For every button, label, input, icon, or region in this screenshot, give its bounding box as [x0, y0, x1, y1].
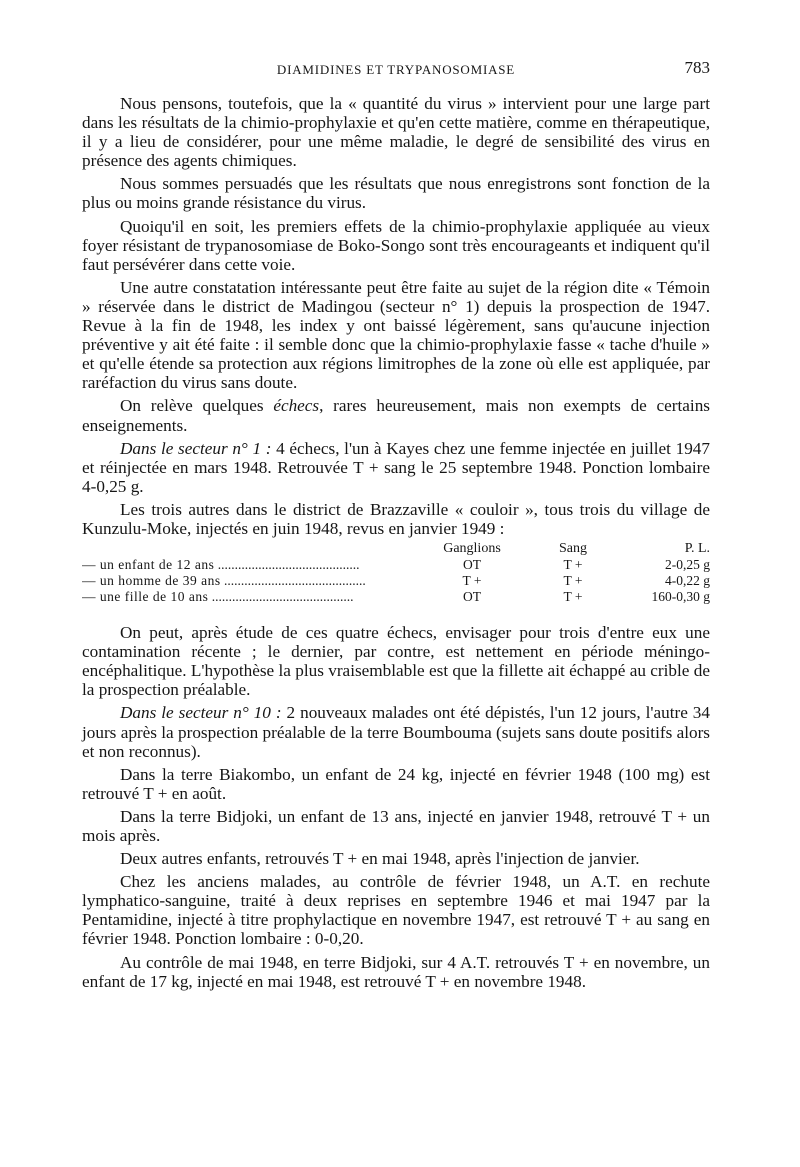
paragraph: Au contrôle de mai 1948, en terre Bidjoki, sur 4 A.T. retrouvés T + en novembre, un enfant de 17 kg, injecté en mai 1948, est retrouvé T + en novembre 1948. [82, 952, 710, 991]
paragraph: Nous pensons, toutefois, que la « quantité du virus » intervient pour une large part dans les résultats de la chimio-prophylaxie et qu'en cette matière, comme en thérapeutique, il y a lieu de considérer, pour une même maladie, le degré de sensibilité des virus en présence des agents chimiques. [82, 94, 710, 171]
text-run: 4 échecs, l'un à Kayes chez une femme injectée en juillet 1947 et réinjectée en mars 1948. Retrouvée T + sang le 25 septembre 1948. Ponction lombaire 4-0,25 g. [82, 438, 710, 496]
text-run: 2 nouveaux malades ont été dépistés, l'un 12 jours, l'autre 34 jours après la prospection préalable de la terre Boumbouma (sujets sans doute positifs alors et non reconnus). [82, 703, 710, 761]
column-header-pl: P. L. [684, 541, 710, 557]
paragraph: Chez les anciens malades, au contrôle de février 1948, un A.T. en rechute lymphatico-sanguine, traité à deux reprises en septembre 1946 et mai 1947 par la Pentamidine, injecté à titre prophylactique en novembre 1947, est retrouvé T + au sang en février 1948. Ponction lombaire : 0-0,20. [82, 872, 710, 949]
table-header-spacer [82, 540, 427, 557]
cell-pl: 2-0,25 g [665, 557, 710, 573]
section-heading: Dans le secteur n° 10 : [120, 703, 282, 723]
paragraph: On peut, après étude de ces quatre échecs, envisager pour trois d'entre eux une contamination récente ; le dernier, par contre, est nettement en période méningo-encéphalitique. L'hypothèse la plus vraisemblable est que la fillette ait échappé au crible de la prospection préalable. [82, 623, 710, 700]
cell-ganglions: OT [463, 589, 481, 605]
paragraph: Dans la terre Bidjoki, un enfant de 13 ans, injecté en janvier 1948, retrouvé T + un mois après. [82, 806, 710, 845]
page-number: 783 [684, 58, 710, 77]
cell-ganglions: T + [462, 573, 482, 589]
paragraph: Dans la terre Biakombo, un enfant de 24 kg, injecté en février 1948 (100 mg) est retrouvé T + en août. [82, 764, 710, 803]
paragraph: Les trois autres dans le district de Brazzaville « couloir », tous trois du village de Kunzulu-Moke, injectés en juin 1948, revus en janvier 1949 : [82, 499, 710, 538]
row-label-text: — une fille de 10 ans [82, 589, 209, 605]
section-heading: Dans le secteur n° 1 : [120, 438, 272, 458]
cell-sang: T + [563, 557, 583, 573]
table-row [82, 557, 710, 573]
cases-table [82, 540, 710, 605]
cell-ganglions: OT [463, 557, 481, 573]
table-row [82, 589, 710, 605]
paragraph [82, 703, 710, 760]
paragraph: Quoiqu'il en soit, les premiers effets de la chimio-prophylaxie appliquée au vieux foyer résistant de trypanosomiase de Boko-Songo sont très encourageants et indiquent qu'il faut persévérer dans cette voie. [82, 216, 710, 274]
row-label-text: — un enfant de 12 ans [82, 557, 215, 573]
table-header-row [82, 540, 710, 557]
row-label: — une fille de 10 ans .......................................... [82, 589, 354, 605]
paragraph [82, 396, 710, 434]
cell-pl: 160-0,30 g [651, 589, 710, 605]
text-run: , rares heureusement, mais non exempts de certains enseignements. [82, 396, 710, 435]
row-label: — un enfant de 12 ans .......................................... [82, 557, 360, 573]
page-header [82, 58, 710, 82]
column-header-sang: Sang [559, 541, 587, 557]
column-header-ganglions: Ganglions [443, 541, 501, 557]
row-label-text: — un homme de 39 ans [82, 573, 221, 589]
emphasis: échecs [273, 396, 320, 416]
paragraph: Nous sommes persuadés que les résultats que nous enregistrons sont fonction de la plus ou moins grande résistance du virus. [82, 174, 710, 213]
table-row [82, 573, 710, 589]
cell-sang: T + [563, 573, 583, 589]
body-text [82, 94, 710, 995]
row-label: — un homme de 39 ans .......................................... [82, 573, 366, 589]
cell-sang: T + [563, 589, 583, 605]
text-run: On relève quelques [120, 396, 274, 416]
paragraph: Une autre constatation intéressante peut être faite au sujet de la région dite « Témoin » réservée dans le district de Madingou (secteur n° 1) depuis la prospection de 1947. Revue à la fin de 1948, les index y ont baissé légèrement, sans qu'aucune injection préventive y ait été faite : il semble donc que la chimio-prophylaxie fasse « tache d'huile » et qu'elle étende sa protection aux régions limitrophes de la zone où elle est appliquée, par raréfaction du virus sans doute. [82, 277, 710, 393]
cell-pl: 4-0,22 g [665, 573, 710, 589]
paragraph: Deux autres enfants, retrouvés T + en mai 1948, après l'injection de janvier. [120, 849, 640, 869]
paragraph [82, 439, 710, 496]
running-title: DIAMIDINES ET TRYPANOSOMIASE [276, 62, 516, 77]
